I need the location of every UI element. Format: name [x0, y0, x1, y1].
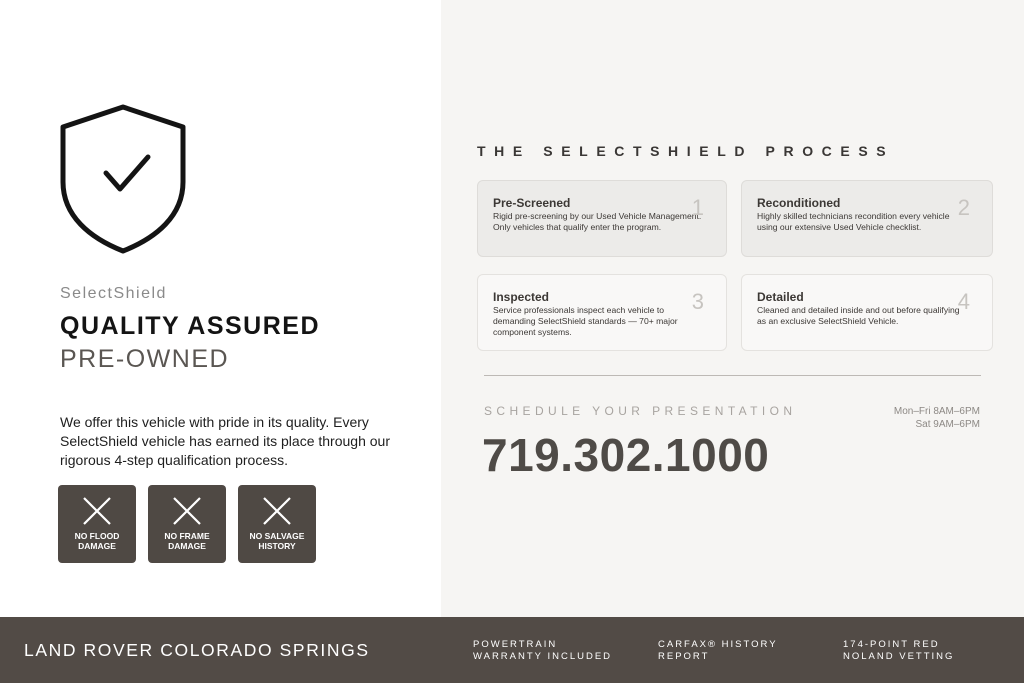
step-card-2 — [741, 180, 993, 257]
step-title: Inspected — [493, 290, 550, 304]
hours-weekday: Mon–Fri 8AM–6PM — [893, 406, 980, 417]
hours-saturday: Sat 9AM–6PM — [915, 419, 980, 430]
x-icon — [81, 495, 113, 527]
step-description: Highly skilled technicians recondition every vehicle using our extensive Used Vehicle checklist. — [757, 211, 950, 232]
step-number: 3 — [691, 289, 704, 314]
footer-feature-inspection: 174-POINT RED NOLAND VETTING — [843, 639, 955, 662]
step-description: Cleaned and detailed inside and out before qualifying as an exclusive SelectShield Vehicle. — [757, 305, 960, 326]
step-card-1 — [477, 180, 727, 257]
footer-feature-warranty: POWERTRAIN WARRANTY INCLUDED — [473, 639, 613, 662]
badge-label: NO SALVAGE HISTORY — [249, 531, 305, 551]
step-description: Rigid pre-screening by our Used Vehicle Management. Only vehicles that qualify enter the program. — [493, 211, 702, 232]
step-title: Detailed — [757, 290, 804, 304]
business-hours — [894, 405, 980, 431]
step-number: 1 — [691, 195, 704, 220]
section-divider — [484, 375, 981, 376]
step-number: 4 — [957, 289, 970, 314]
headline: QUALITY ASSURED — [60, 312, 321, 340]
footer — [0, 617, 1024, 683]
badge-no-frame — [148, 485, 226, 563]
dealer-name: LAND ROVER COLORADO SPRINGS — [24, 640, 370, 660]
phone-number[interactable]: 719.302.1000 — [482, 429, 770, 481]
x-icon — [171, 495, 203, 527]
shield-check-icon — [58, 104, 188, 254]
badge-label: NO FLOOD DAMAGE — [74, 531, 120, 551]
step-number: 2 — [957, 195, 970, 220]
badge-no-flood — [58, 485, 136, 563]
subheadline: PRE-OWNED — [60, 345, 230, 373]
badge-label: NO FRAME DAMAGE — [164, 531, 210, 551]
badge-no-salvage — [238, 485, 316, 563]
badge-row — [58, 485, 316, 563]
intro-text: We offer this vehicle with pride in its quality. Every SelectShield vehicle has earned its place through our rigorous 4-step qualification process. — [60, 414, 390, 468]
step-card-4 — [741, 274, 993, 351]
step-description: Service professionals inspect each vehicle to demanding SelectShield standards — 70+ major component systems. — [493, 305, 678, 337]
footer-feature-carfax: CARFAX® HISTORY REPORT — [658, 639, 778, 662]
brand-name: SelectShield — [60, 285, 167, 302]
schedule-label: SCHEDULE YOUR PRESENTATION — [484, 404, 797, 418]
process-title: THE SELECTSHIELD PROCESS — [477, 143, 895, 159]
step-title: Pre-Screened — [493, 196, 571, 210]
step-title: Reconditioned — [757, 196, 841, 210]
left-panel — [0, 0, 441, 617]
x-icon — [261, 495, 293, 527]
step-card-3 — [477, 274, 727, 351]
